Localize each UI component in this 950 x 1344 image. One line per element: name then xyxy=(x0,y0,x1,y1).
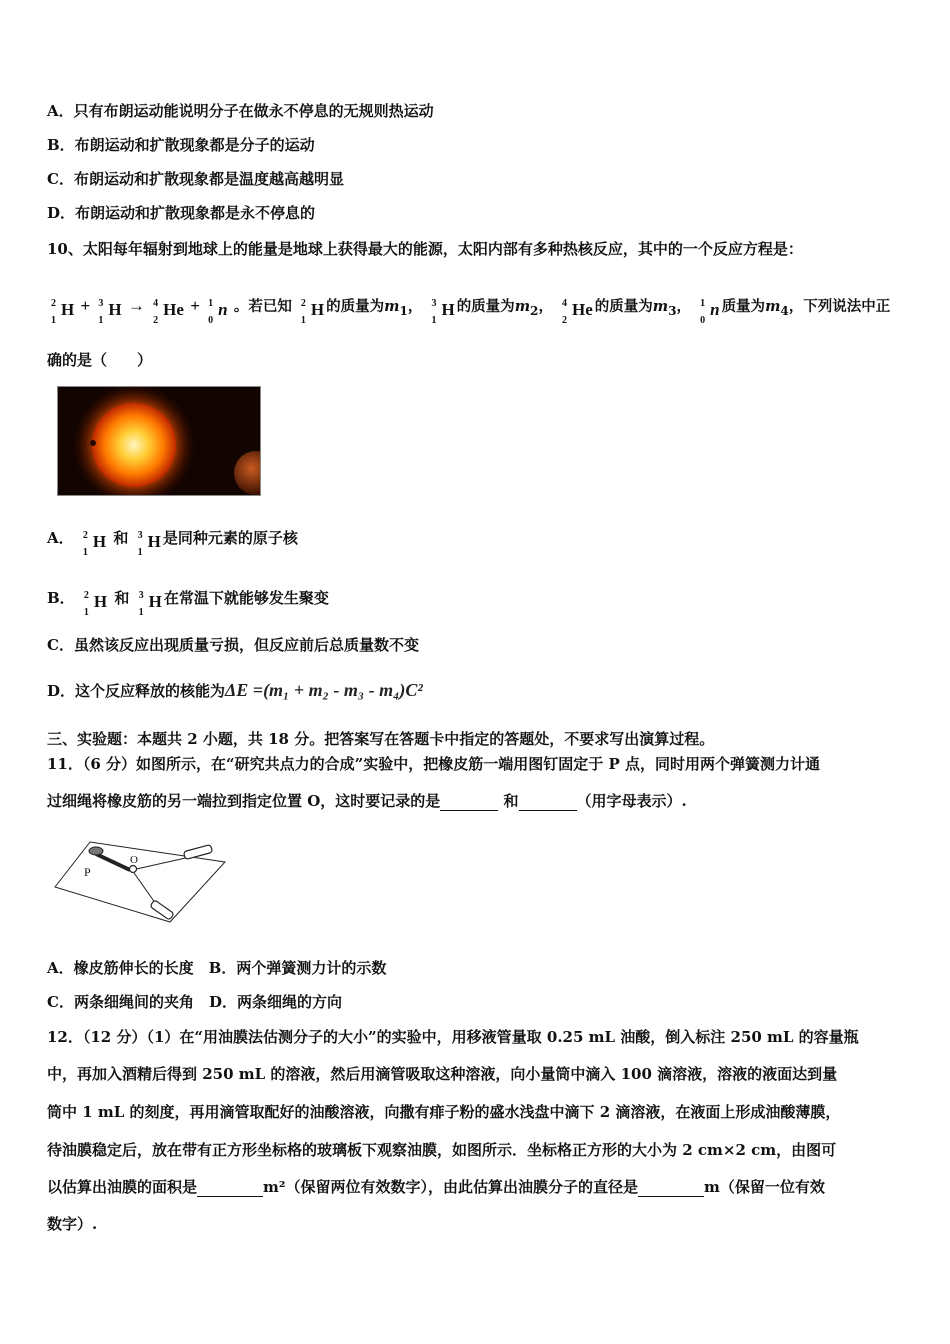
nuclide-h3-ref: 3 1 H xyxy=(431,298,455,326)
nuclide-h3-b: 3 1 H xyxy=(138,590,162,618)
force-experiment-figure xyxy=(50,832,230,932)
q10-equation-line: 2 1 H + 3 1 H → 4 2 He + 1 0 n 。若已知 2 1 H 的质量为$m_1$， 3 1 H 的质量为$m_2$， 4 2 He 的质量为$m_3$， 1 0 n 质量为$m_4$，下列说法中正 xyxy=(47,296,890,322)
q9-option-d: D．布朗运动和扩散现象都是永不停息的 xyxy=(47,204,316,222)
answer-blank-1[interactable] xyxy=(440,794,498,811)
q11-line1: 11．（6 分）如图所示，在“研究共点力的合成”实验中，把橡皮筋一端用图钉固定于 P 点，同时用两个弹簧测力计通 xyxy=(47,755,821,773)
nuclide-h2-b: 2 1 H xyxy=(83,590,108,618)
q12-line4: 待油膜稳定后，放在带有正方形坐标格的玻璃板下观察油膜，如图所示．坐标格正方形的大小为 2 cm×2 cm，由图可 xyxy=(47,1141,837,1159)
nuclide-h2: 2 1 H xyxy=(51,298,75,326)
q12-line3: 筒中 1 mL 的刻度，再用滴管取配好的油酸溶液，向撒有痱子粉的盛水浅盘中滴下 2 滴溶液，在液面上形成油酸薄膜， xyxy=(47,1103,841,1121)
nuclide-h3-a: 3 1 H xyxy=(137,530,161,558)
nuclide-neutron: 1 0 n xyxy=(208,298,228,326)
q11-option-b: B．两个弹簧测力计的示数 xyxy=(208,959,387,977)
nuclide-he4: 4 2 He xyxy=(153,298,184,326)
q11-options-row2 xyxy=(47,992,342,1012)
q12-line1: 12．（12 分）（1）在“用油膜法估测分子的大小”的实验中，用移液管量取 0.25 mL 油酸，倒入标注 250 mL 的容量瓶 xyxy=(47,1028,859,1046)
answer-blank-2[interactable] xyxy=(519,794,577,811)
fig-label-p: P xyxy=(84,865,91,879)
q9-option-b: B．布朗运动和扩散现象都是分子的运动 xyxy=(47,136,315,154)
q11-option-d: D．两条细绳的方向 xyxy=(208,993,342,1011)
q10-option-a: A． 2 1 H 和 3 1 H 是同种元素的原子核 xyxy=(47,529,298,558)
answer-blank-area[interactable] xyxy=(197,1180,263,1197)
binding-energy-formula: ΔE =(m₁ + m₂ - m₃ - m₄)C² xyxy=(225,680,423,700)
section-3-heading: 三、实验题：本题共 2 小题，共 18 分。把答案写在答题卡中指定的答题处，不要求写出演算过程。 xyxy=(47,730,715,748)
q12-line2: 中，再加入酒精后得到 250 mL 的溶液，然后用滴管吸取这种溶液，向小量筒中滴入 100 滴溶液，溶液的液面达到量 xyxy=(47,1065,838,1083)
nuclide-neutron-ref: 1 0 n xyxy=(700,298,720,326)
nuclide-he4-ref: 4 2 He xyxy=(562,298,593,326)
q11-option-a: A．橡皮筋伸长的长度 xyxy=(47,959,194,977)
nuclide-h3: 3 1 H xyxy=(98,298,122,326)
q9-option-a: A．只有布朗运动能说明分子在做永不停息的无规则热运动 xyxy=(47,102,434,120)
q10-option-c: C．虽然该反应出现质量亏损，但反应前后总质量数不变 xyxy=(47,636,419,654)
q9-option-c: C．布朗运动和扩散现象都是温度越高越明显 xyxy=(47,170,344,188)
q10-stem-line1: 10、太阳每年辐射到地球上的能量是地球上获得最大的能源，太阳内部有多种热核反应，其中的一个反应方程是： xyxy=(47,240,803,258)
q12-line6: 数字）. xyxy=(47,1215,98,1233)
sun-image xyxy=(57,386,261,496)
q10-stem-line3: 确的是（ ） xyxy=(47,351,153,369)
q12-line5: 以估算出油膜的面积是 m²（保留两位有效数字），由此估算出油膜分子的直径是 m（保留一位有效 xyxy=(47,1178,825,1196)
q11-line2: 过细绳将橡皮筋的另一端拉到指定位置 O，这时要记录的是 和 （用字母表示）. xyxy=(47,792,687,810)
nuclide-h2-a: 2 1 H xyxy=(82,530,107,558)
fig-label-o: O xyxy=(130,854,138,866)
answer-blank-diameter[interactable] xyxy=(638,1180,704,1197)
q10-option-b: B． 2 1 H 和 3 1 H 在常温下就能够发生聚变 xyxy=(47,589,329,618)
q10-option-d: D．这个反应释放的核能为ΔE =(m₁ + m₂ - m₃ - m₄)C² xyxy=(47,680,423,700)
q11-option-c: C．两条细绳间的夹角 xyxy=(47,993,194,1011)
reaction-equation: 2 1 H + 3 1 H → 4 2 He + 1 0 n xyxy=(51,296,228,326)
q11-options-row1 xyxy=(47,958,386,978)
nuclide-h2-ref: 2 1 H xyxy=(300,298,325,326)
